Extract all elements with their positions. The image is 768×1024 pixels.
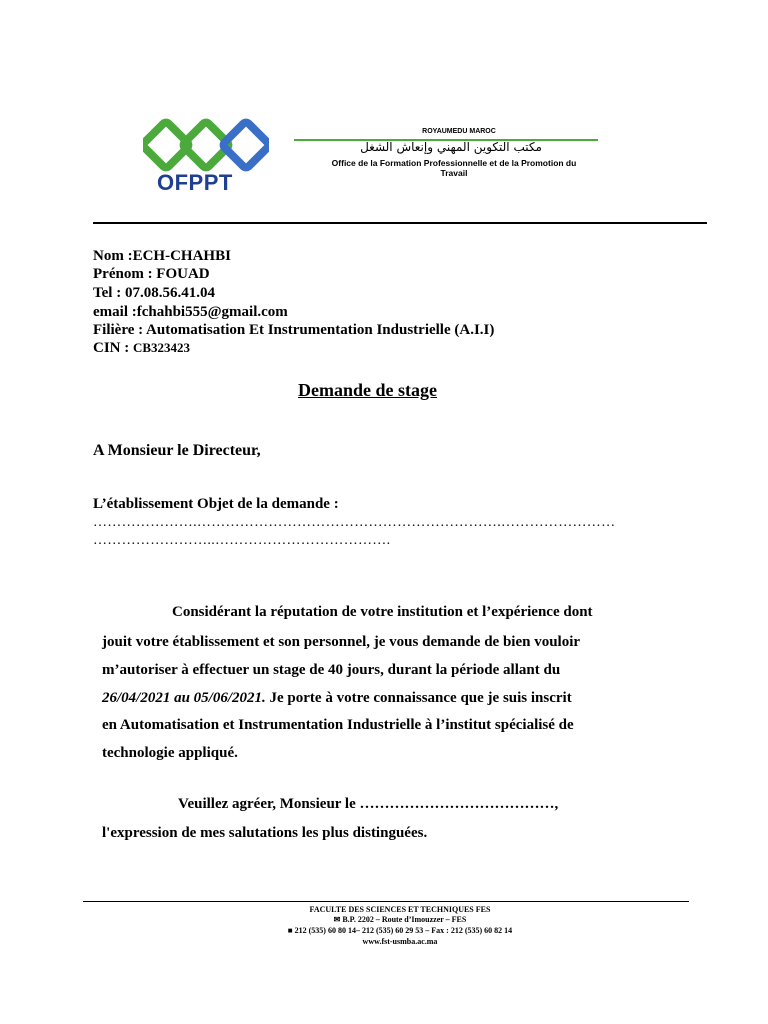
office-name-line2: Travail <box>440 168 468 178</box>
paragraph-line-4 <box>102 689 682 707</box>
footer-institution: FACULTE DES SCIENCES ET TECHNIQUES FES <box>309 905 491 914</box>
phone-icon: ■ <box>287 926 293 935</box>
footer-address <box>200 915 600 925</box>
closing-line-1: Veuillez agréer, Monsieur le …………………………………, <box>178 796 559 812</box>
closing-line-2: l'expression de mes salutations les plus distinguées. <box>102 825 428 841</box>
paragraph-line-5: en Automatisation et Instrumentation Industrielle à l’institut spécialisé de <box>102 717 574 733</box>
footer-divider <box>83 901 689 902</box>
ofppt-chain-emblem <box>143 118 269 174</box>
ofppt-logo-text: OFPPT <box>157 170 233 195</box>
etablissement-label: L’établissement Objet de la demande : <box>93 496 339 512</box>
footer-phone-text: 212 (535) 60 80 14– 212 (535) 60 29 53 – Fax : 212 (535) 60 82 14 <box>294 926 513 935</box>
filiere-line: Filière : Automatisation Et Instrumentation Industrielle (A.I.I) <box>93 322 495 338</box>
footer-website[interactable]: www.fst-usmba.ac.ma <box>362 937 438 946</box>
footer-phone <box>200 926 600 936</box>
arabic-office-name: مكتب التكوين المهني وإنعاش الشغل <box>360 140 542 154</box>
office-name-line1: Office de la Formation Professionnelle et de la Promotion du <box>331 158 577 168</box>
cin-label: CIN : <box>93 340 133 356</box>
paragraph-line-1: Considérant la réputation de votre institution et l’expérience dont <box>172 604 593 620</box>
dotted-line-2: ……………………..………………………………. <box>93 533 391 548</box>
footer-address-text: B.P. 2202 – Route d’Imouzzer – FES <box>342 915 467 924</box>
tel-line: Tel : 07.08.56.41.04 <box>93 285 215 301</box>
ofppt-logo <box>143 118 269 200</box>
prenom-line: Prénom : FOUAD <box>93 266 210 282</box>
letter-title: Demande de stage <box>298 380 437 400</box>
paragraph-line-4-rest: Je porte à votre connaissance que je suis inscrit <box>265 690 572 706</box>
dotted-line-1: ………………….……………………………………………………….…………………… <box>93 515 616 530</box>
cin-line <box>93 339 190 357</box>
cin-value: CB323423 <box>133 340 191 355</box>
nom-line: Nom :ECH-CHAHBI <box>93 248 231 264</box>
header-divider <box>93 222 707 224</box>
email-line: email :fchahbi555@gmail.com <box>93 304 288 320</box>
internship-dates: 26/04/2021 au 05/06/2021. <box>102 690 266 706</box>
paragraph-line-6: technologie appliqué. <box>102 745 238 761</box>
mail-icon: ✉ <box>333 915 341 924</box>
salutation: A Monsieur le Directeur, <box>93 442 261 459</box>
kingdom-label: ROYAUMEDU MAROC <box>422 128 496 135</box>
paragraph-line-2: jouit votre établissement et son personnel, je vous demande de bien vouloir <box>102 634 581 650</box>
office-name <box>294 158 614 178</box>
paragraph-line-3: m’autoriser à effectuer un stage de 40 jours, durant la période allant du <box>102 662 561 678</box>
